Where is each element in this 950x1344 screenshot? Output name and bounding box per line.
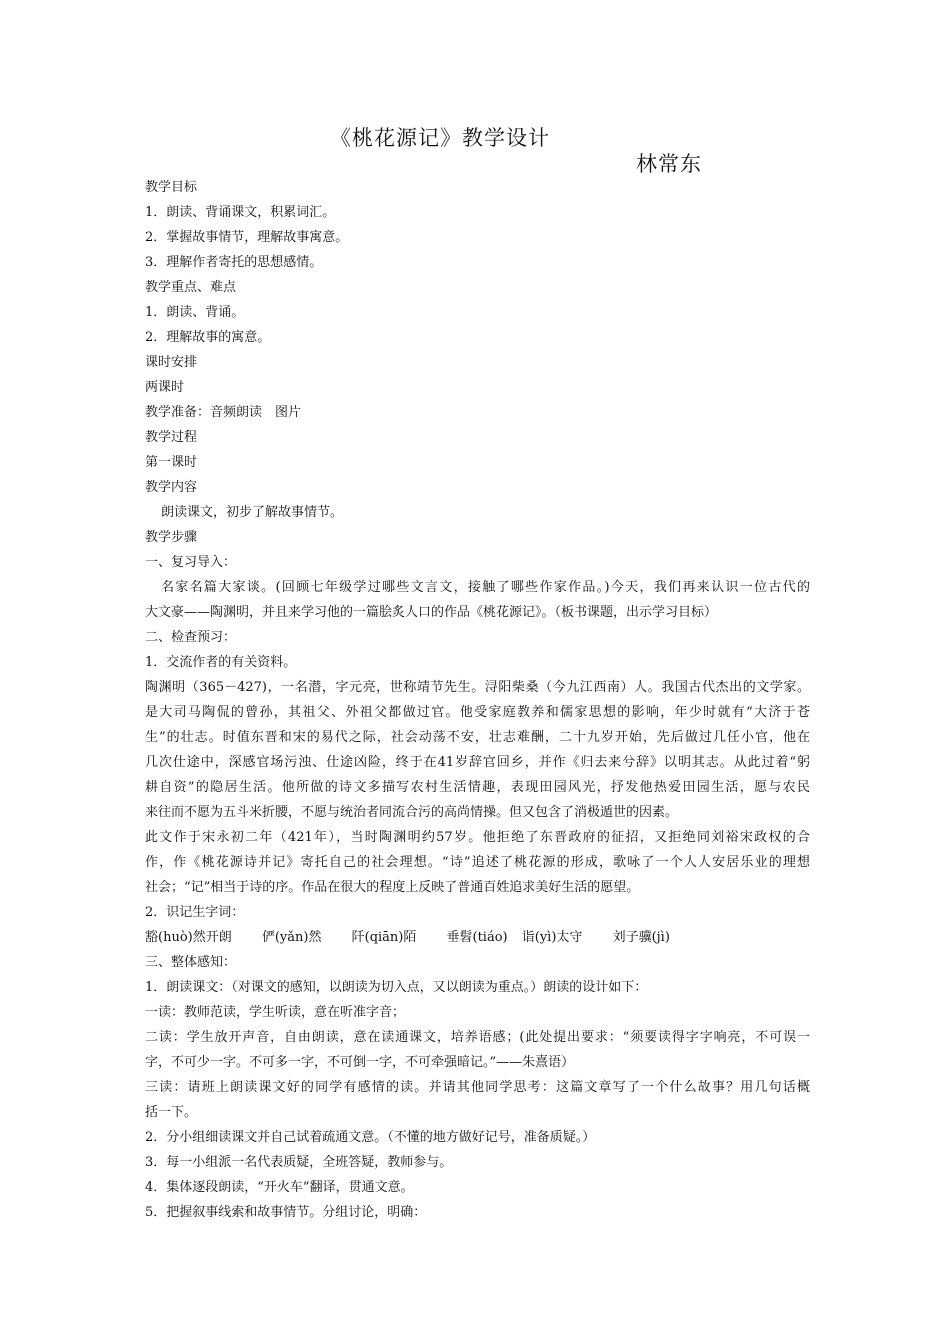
paragraph-line: 此文作于宋永初二年（421年），当时陶渊明约57岁。他拒绝了东晋政府的征招，又拒绝同刘裕宋政权的合 [145, 830, 810, 845]
subsection-vocab: 2．识记生字词： [145, 905, 245, 920]
paragraph-line: 生”的壮志。时值东晋和宋的易代之际，社会动荡不安，壮志难酬，二十九岁开始，先后做过几任小官，他在 [145, 730, 810, 745]
paragraph-line: 名家名篇大家谈。(回顾七年级学过哪些文言文，接触了哪些作家作品。)今天，我们再来认识一位古代的 [161, 580, 810, 595]
paragraph-line: 作，作《桃花源诗并记》寄托自己的社会理想。“诗”追述了桃花源的形成，歌咏了一个人人安居乐业的理想 [145, 855, 810, 870]
subsection-author-info: 1．交流作者的有关资料。 [145, 655, 297, 670]
paragraph-line: 字，不可少一字。不可多一字，不可倒一字，不可牵强暗记。”——朱熹语） [145, 1055, 575, 1070]
paragraph-line: 4．集体逐段朗读，“开火车”翻译，贯通文意。 [145, 1180, 414, 1195]
paragraph-line: 三读：请班上朗读课文好的同学有感情的读。并请其他同学思考：这篇文章写了一个什么故事？用几句话概 [145, 1080, 810, 1095]
paragraph-line: 3．每一小组派一名代表质疑，全班答疑，教师参与。 [145, 1155, 453, 1170]
key-point-item: 2．理解故事的寓意。 [145, 330, 271, 345]
paragraph-line: 5．把握叙事线索和故事情节。分组讨论，明确： [145, 1205, 427, 1220]
paragraph-line: 括一下。 [145, 1105, 198, 1120]
vocab-item: 诣(yì)太守 [521, 930, 583, 945]
paragraph-line: 几次仕途中，深感官场污浊、仕途凶险，终于在41岁辞官回乡，并作《归去来兮辞》以明其志。从此过着“躬 [145, 755, 810, 770]
vocab-list [145, 925, 810, 950]
author-name: 林常东 [636, 152, 702, 176]
heading-schedule: 课时安排 [145, 355, 198, 370]
heading-teaching-goals: 教学目标 [145, 180, 198, 195]
paragraph-line: 1．朗读课文：（对课文的感知，以朗读为切入点，又以朗读为重点。）朗读的设计如下： [145, 980, 648, 995]
paragraph-line: 是大司马陶侃的曾孙，其祖父、外祖父都做过官。他受家庭教养和儒家思想的影响，年少时就有“大济于苍 [145, 705, 810, 720]
content-text: 朗读课文，初步了解故事情节。 [161, 505, 344, 520]
document-title: 《桃花源记》教学设计 [330, 126, 550, 150]
goal-item: 3．理解作者寄托的思想感情。 [145, 255, 323, 270]
vocab-item: 垂髫(tiáo) [446, 930, 508, 945]
paragraph-line: 二读：学生放开声音，自由朗读，意在读通课文，培养语感；(此处提出要求：“须要读得字字响亮，不可误一 [145, 1030, 810, 1045]
paragraph-line: 耕自资”的隐居生活。他所做的诗文多描写农村生活情趣，表现田园风光，抒发他热爱田园生活，愿与农民 [145, 780, 810, 795]
paragraph-line: 大文豪——陶渊明，并且来学习他的一篇脍炙人口的作品《桃花源记》。（板书课题，出示学习目标） [145, 605, 718, 620]
heading-first-lesson: 第一课时 [145, 455, 198, 470]
heading-process: 教学过程 [145, 430, 198, 445]
heading-steps: 教学步骤 [145, 530, 198, 545]
document-body [145, 175, 810, 1225]
paragraph-line: 2．分小组细读课文并自己试着疏通文意。（不懂的地方做好记号，准备质疑。） [145, 1130, 596, 1145]
heading-content: 教学内容 [145, 480, 198, 495]
section-preview: 二、检查预习： [145, 630, 237, 645]
paragraph-line: 来往而不愿为五斗米折腰，不愿与统治者同流合污的高尚情操。但又包含了消极遁世的因素。 [145, 805, 679, 820]
schedule-text: 两课时 [145, 380, 185, 395]
key-point-item: 1．朗读、背诵。 [145, 305, 245, 320]
heading-key-points: 教学重点、难点 [145, 280, 237, 295]
goal-item: 2．掌握故事情节，理解故事寓意。 [145, 230, 349, 245]
vocab-item: 阡(qiān)陌 [351, 930, 417, 945]
vocab-item: 豁(huò)然开朗 [145, 930, 232, 945]
paragraph-line: 一读：教师范读，学生听读，意在听准字音； [145, 1005, 406, 1020]
vocab-item: 刘子骥(jì) [612, 930, 670, 945]
section-overview: 三、整体感知： [145, 955, 237, 970]
goal-item: 1．朗读、背诵课文，积累词汇。 [145, 205, 336, 220]
section-review: 一、复习导入： [145, 555, 237, 570]
paragraph-line: 陶渊明（365－427)，一名潜，字元亮，世称靖节先生。浔阳柴桑（今九江西南）人。我国古代杰出的文学家。 [145, 680, 810, 695]
preparation-text: 教学准备：音频朗读 图片 [145, 405, 302, 420]
vocab-item: 俨(yǎn)然 [261, 930, 322, 945]
paragraph-line: 社会；“记”相当于诗的序。作品在很大的程度上反映了普通百姓追求美好生活的愿望。 [145, 880, 640, 895]
